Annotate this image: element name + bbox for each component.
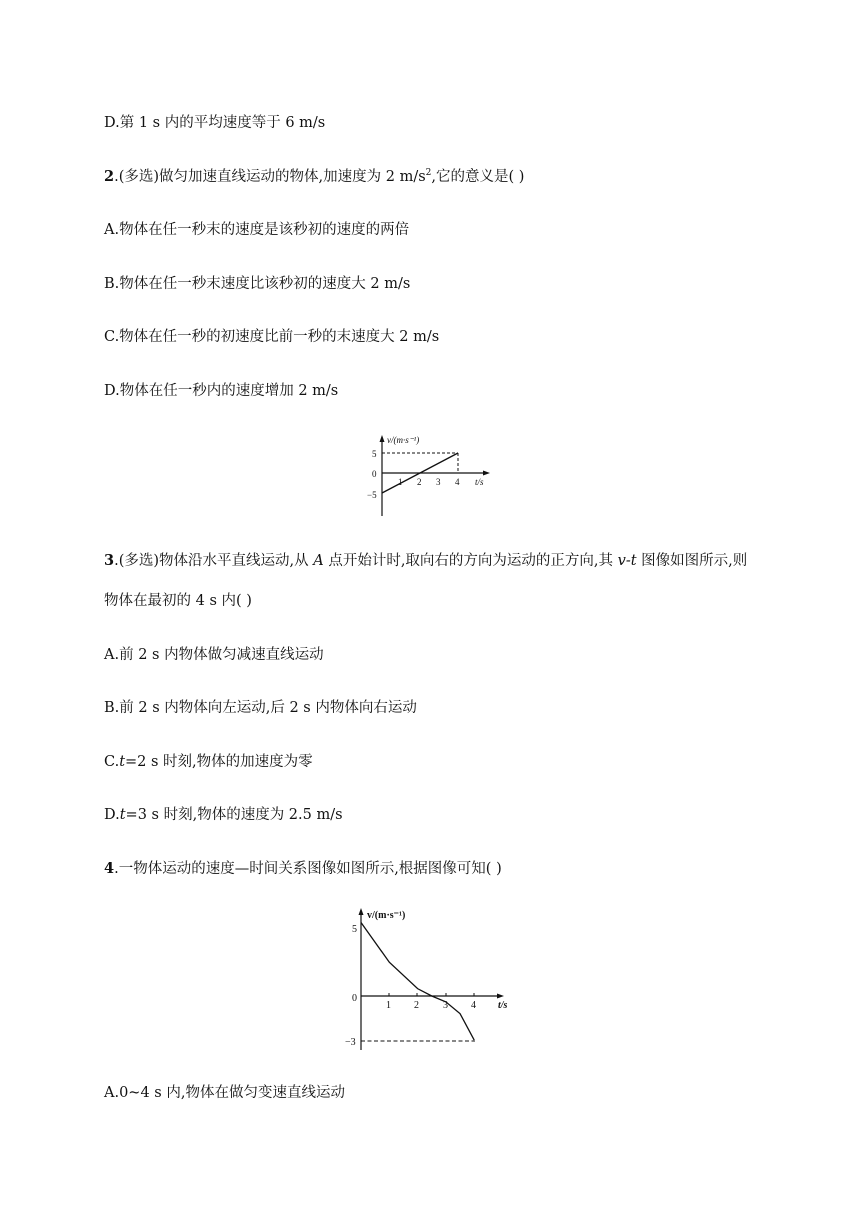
q2-text-end: ,它的意义是( ) [431, 169, 525, 185]
q3-text-3: 图像如图所示,则 [636, 553, 748, 569]
y-tick-neg5: −5 [367, 490, 377, 500]
y-axis-arrow [380, 435, 385, 442]
x-axis-arrow [497, 994, 504, 999]
q3-vt: v-t [617, 553, 637, 569]
q3-c-t: t [119, 754, 126, 770]
y-tick-5: 5 [372, 449, 377, 459]
q2-option-b: B.物体在任一秒末速度比该秒初的速度大 2 m/s [104, 276, 411, 292]
y-tick-neg3: −3 [345, 1037, 356, 1048]
x-axis-label: t/s [498, 1000, 508, 1011]
x-tick-2: 2 [414, 1000, 419, 1011]
x-tick-4: 4 [471, 1000, 476, 1011]
q3-stem-line2: 物体在最初的 4 s 内( ) [104, 593, 252, 609]
q3-c-text: =2 s 时刻,物体的加速度为零 [125, 754, 313, 770]
velocity-curve [361, 923, 474, 1041]
q4-text: .一物体运动的速度—时间关系图像如图所示,根据图像可知( ) [114, 861, 502, 877]
y-axis-label: v/(m·s⁻¹) [367, 910, 406, 921]
x-axis-label: t/s [475, 477, 484, 487]
x-tick-1: 1 [386, 1000, 391, 1011]
q4-number: 4 [104, 860, 115, 877]
x-tick-4: 4 [455, 477, 460, 487]
vt-graph-2-svg [340, 904, 520, 1054]
x-tick-3: 3 [436, 477, 441, 487]
q2-superscript: 2 [425, 168, 432, 179]
q3-text-2: 点开始计时,取向右的方向为运动的正方向,其 [323, 553, 618, 569]
q3-point-a: A [313, 553, 324, 569]
q1-option-d: D.第 1 s 内的平均速度等于 6 m/s [104, 115, 326, 131]
q3-d-text: =3 s 时刻,物体的速度为 2.5 m/s [125, 807, 343, 823]
q3-d-prefix: D. [104, 807, 120, 823]
x-tick-1: 1 [398, 477, 403, 487]
q3-text-1: .(多选)物体沿水平直线运动,从 [114, 553, 314, 569]
x-tick-2: 2 [417, 477, 422, 487]
q3-d-t: t [119, 807, 126, 823]
q2-stem [104, 167, 524, 187]
vt-graph-1-svg [360, 432, 500, 518]
q3-stem [104, 551, 747, 571]
q3-option-c [104, 752, 313, 772]
vt-graph-1 [360, 432, 500, 522]
y-axis-label: v/(m·s⁻¹) [387, 435, 420, 445]
x-tick-3: 3 [443, 1000, 448, 1011]
vt-graph-2 [340, 904, 520, 1058]
y-tick-0: 0 [372, 469, 377, 479]
q3-option-d [104, 805, 343, 825]
q3-number: 3 [104, 552, 115, 569]
q2-text: .(多选)做匀加速直线运动的物体,加速度为 2 m/s [114, 169, 426, 185]
q4-option-a: A.0~4 s 内,物体在做匀变速直线运动 [104, 1085, 345, 1101]
x-axis-arrow [483, 471, 490, 476]
q2-number: 2 [104, 168, 115, 185]
y-axis-arrow [359, 908, 364, 915]
q3-c-prefix: C. [104, 754, 120, 770]
q2-option-a: A.物体在任一秒末的速度是该秒初的速度的两倍 [104, 222, 410, 238]
q3-option-a: A.前 2 s 内物体做匀减速直线运动 [104, 647, 324, 663]
q2-option-d: D.物体在任一秒内的速度增加 2 m/s [104, 383, 339, 399]
q2-option-c: C.物体在任一秒的初速度比前一秒的末速度大 2 m/s [104, 329, 440, 345]
q4-stem [104, 859, 502, 879]
q3-option-b: B.前 2 s 内物体向左运动,后 2 s 内物体向右运动 [104, 700, 417, 716]
y-tick-0: 0 [352, 993, 357, 1004]
y-tick-5: 5 [352, 924, 357, 935]
